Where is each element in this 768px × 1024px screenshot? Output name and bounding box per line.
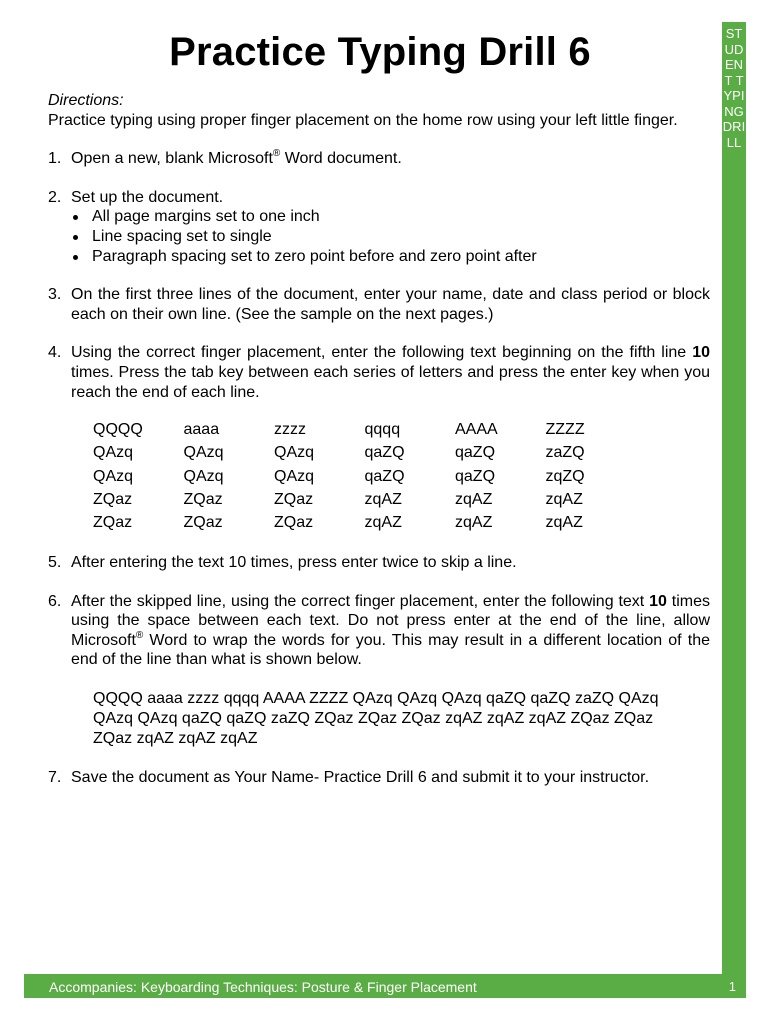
table-cell: QQQQ (93, 421, 143, 439)
table-cell: zqAZ (455, 513, 493, 531)
table-cell: aaaa (183, 421, 220, 439)
document-body (48, 91, 710, 788)
table-cell: QAzq (93, 467, 134, 485)
step-text: Using the correct finger placement, enter the following text beginning on the fifth line (71, 344, 693, 362)
table-cell: ZQaz (274, 513, 314, 531)
step-text: Set up the document. (71, 188, 224, 206)
step-text: times. Press the tab key between each series of letters and press the enter key when you reach the end of each line. (71, 363, 710, 401)
table-row (93, 490, 636, 513)
side-banner-text: STUDENT TYPING DRILL (722, 26, 748, 150)
table-cell: zqAZ (545, 513, 583, 531)
table-cell: qaZQ (455, 444, 496, 462)
table-cell: qqqq (364, 421, 401, 439)
table-cell: zaZQ (545, 444, 585, 462)
table-row (93, 467, 636, 490)
table-cell: QAzq (183, 444, 224, 462)
table-cell: zqAZ (455, 490, 493, 508)
table-row (93, 420, 636, 443)
table-cell: QAzq (183, 467, 224, 485)
table-cell: ZQaz (274, 490, 314, 508)
step-text: Word document. (280, 150, 402, 168)
step-text: Save the document as Your Name- Practice Drill 6 and submit it to your instructor. (71, 769, 650, 787)
table-cell: QAzq (93, 444, 134, 462)
step-number: 2. (48, 188, 62, 206)
step-number: 6. (48, 592, 62, 610)
registered-mark: ® (272, 147, 281, 159)
table-cell: ZQaz (183, 513, 223, 531)
table-cell: ZQaz (93, 490, 133, 508)
step-number: 3. (48, 286, 62, 304)
registered-mark: ® (135, 629, 144, 641)
table-cell: ZQaz (183, 490, 223, 508)
step-6 (48, 592, 710, 670)
drill-paragraph: QQQQ aaaa zzzz qqqq AAAA ZZZZ QAzq QAzq QAzq qaZQ qaZQ zaZQ QAzq QAzq QAzq qaZQ qaZQ zaZQ ZQaz ZQaz ZQaz zqAZ zqAZ zqAZ ZQaz ZQaz ZQaz zqAZ zqAZ zqAZ (93, 690, 659, 748)
step-7 (48, 768, 710, 788)
table-cell: ZQaz (93, 513, 133, 531)
step-text: On the first three lines of the document, enter your name, date and class period or block each on their own line. (See the sample on the next pages.) (71, 286, 710, 323)
step-3 (48, 285, 710, 324)
table-cell: qaZQ (455, 467, 496, 485)
table-cell: AAAA (455, 421, 498, 439)
footer-bar (24, 974, 746, 998)
table-cell: ZZZZ (545, 421, 585, 439)
table-cell: zqZQ (545, 467, 585, 485)
table-row (93, 443, 636, 466)
table-cell: zqAZ (364, 490, 402, 508)
table-row (93, 513, 636, 536)
list-item: Line spacing set to single (70, 227, 710, 247)
directions-text: Practice typing using proper finger placement on the home row using your left little finger. (48, 111, 678, 129)
drill-table (93, 420, 636, 536)
repeat-count: 10 (692, 344, 710, 362)
step-number: 7. (48, 769, 62, 787)
table-cell: zqAZ (364, 513, 402, 531)
step-text: Word to wrap the words for you. This may result in a different location of the end of the line than what is shown below. (71, 631, 710, 669)
page-number: 1 (728, 979, 736, 994)
list-item: All page margins set to one inch (70, 207, 710, 227)
footer-text: Accompanies: Keyboarding Techniques: Posture & Finger Placement (49, 979, 477, 995)
setup-bullet-list (70, 207, 710, 266)
table-cell: QAzq (274, 467, 315, 485)
repeat-count: 10 (649, 592, 667, 610)
step-text: Open a new, blank Microsoft (71, 150, 273, 168)
step-number: 1. (48, 150, 62, 168)
table-cell: QAzq (274, 444, 315, 462)
page-title: Practice Typing Drill 6 (169, 30, 591, 74)
directions-label: Directions: (48, 92, 124, 109)
step-text: After the skipped line, using the correct finger placement, enter the following text (71, 592, 650, 610)
step-1 (48, 149, 710, 169)
table-cell: qaZQ (364, 467, 405, 485)
table-cell: qaZQ (364, 444, 405, 462)
step-number: 4. (48, 344, 62, 362)
table-cell: zzzz (274, 421, 306, 439)
step-5 (48, 553, 710, 573)
side-banner (722, 22, 746, 980)
step-text: After entering the text 10 times, press enter twice to skip a line. (71, 554, 517, 572)
step-2 (48, 188, 710, 208)
table-cell: zqAZ (545, 490, 583, 508)
step-4 (48, 343, 710, 402)
step-text: times using the space between each text. Do not press enter at the end of the line, allow Microsoft (71, 592, 711, 649)
step-number: 5. (48, 554, 62, 572)
list-item: Paragraph spacing set to zero point before and zero point after (70, 247, 710, 267)
